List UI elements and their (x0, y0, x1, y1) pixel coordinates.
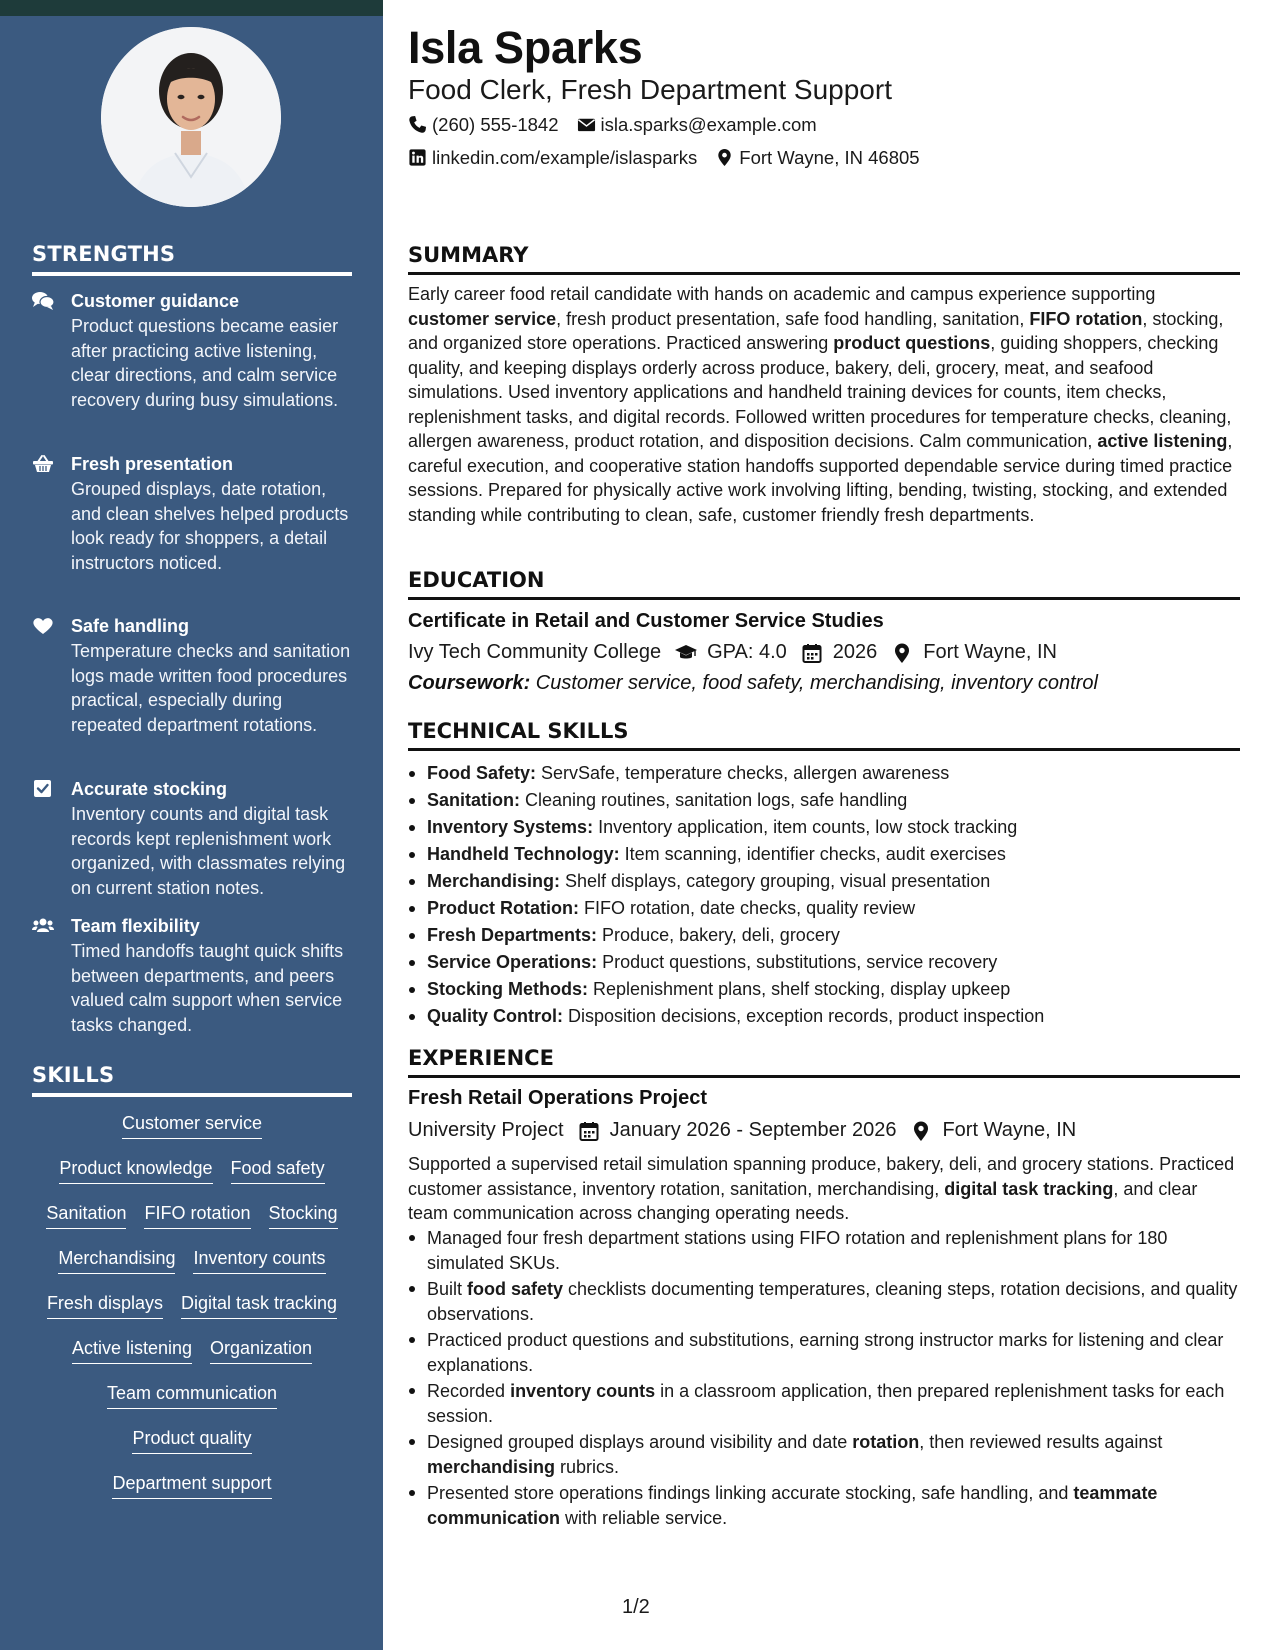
map-pin-icon (910, 1120, 934, 1142)
text-run: Recorded (427, 1381, 511, 1401)
phone-icon (408, 115, 428, 135)
text-run: Practiced product questions and substitutions, earning strong instructor marks for listening and clear explanations. (427, 1330, 1224, 1375)
emphasis-text: rotation (852, 1432, 920, 1452)
text-run: , guiding shoppers, checking quality, and keeping displays orderly across produce, bakery, deli, grocery, meat, and seafood simulations. Used inventory applications and handheld training devices for counts, item checks, replenishment tasks, and digital records. Followed written procedures for temperature checks, cleaning, allergen awareness, product rotation, and disposition decisions. Calm communication, (408, 333, 1232, 451)
skill-tag: Digital task tracking (181, 1291, 337, 1319)
graduation-year (801, 641, 878, 664)
list-item (408, 760, 1240, 787)
skill-label: Sanitation: (427, 790, 520, 810)
sidebar-top-bar (0, 0, 383, 16)
list-item (408, 1003, 1240, 1030)
emphasis-text: digital task tracking (944, 1178, 1114, 1199)
skill-tag: Sanitation (46, 1201, 126, 1229)
year-text: 2026 (832, 641, 878, 663)
text-run: , then reviewed results against (919, 1432, 1163, 1452)
skill-tag: FIFO rotation (144, 1201, 250, 1229)
skill-tag: Fresh displays (47, 1291, 163, 1319)
page-number: 1/2 (622, 1596, 650, 1618)
text-run: Built (427, 1279, 468, 1299)
linkedin-text: linkedin.com/example/islasparks (432, 147, 698, 168)
skills-row (32, 1201, 352, 1246)
strength-text: Temperature checks and sanitation logs made written food procedures practical, especially during repeated department rotations. (71, 641, 351, 735)
skill-tag: Inventory counts (193, 1246, 325, 1274)
envelope-icon (577, 115, 597, 135)
skill-tag: Customer service (122, 1111, 262, 1139)
text-run: , careful execution, and cooperative station handoffs supported dependable service during timed practice sessions. Prepared for physically active work involving lifting, bending, twisting, stocking, and extended standing while contributing to clean, safe, customer friendly fresh departments. (408, 431, 1233, 525)
text-run: checklists documenting temperatures, cleaning steps, rotation decisions, and quality observations. (427, 1279, 1238, 1324)
text-run: Supported a supervised retail simulation spanning produce, bakery, deli, and grocery stations. Practiced customer assistance, inventory rotation, sanitation, merchandising, (408, 1154, 1235, 1199)
list-item (408, 1277, 1240, 1326)
heart-icon (32, 616, 56, 636)
skills-row (32, 1111, 352, 1156)
experience-description (408, 1152, 1240, 1226)
summary-heading: SUMMARY (408, 243, 1240, 275)
gpa (675, 641, 787, 664)
gpa-text: GPA: 4.0 (707, 641, 787, 663)
emphasis-text: food safety (467, 1279, 564, 1299)
emphasis-text: teammate communication (427, 1483, 1158, 1528)
emphasis-text: active listening (1097, 431, 1228, 451)
skill-tag: Merchandising (58, 1246, 175, 1274)
phone-text: (260) 555-1842 (432, 114, 559, 135)
text-run: , and clear team communication across changing operating needs. (408, 1178, 1198, 1223)
list-item (408, 868, 1240, 895)
text-run: Managed four fresh department stations using FIFO rotation and replenishment plans for 180 simulated SKUs. (427, 1228, 1168, 1273)
skills-row (32, 1336, 352, 1381)
technical-skills-list (408, 760, 1240, 1030)
skills-row (32, 1381, 352, 1426)
school-text: Ivy Tech Community College (408, 641, 662, 663)
skill-label: Product Rotation: (427, 898, 579, 918)
skill-value: ServSafe, temperature checks, allergen awareness (536, 763, 950, 783)
skills-row (32, 1426, 352, 1471)
strength-text: Timed handoffs taught quick shifts between departments, and peers valued calm support when service tasks changed. (71, 941, 344, 1035)
skill-label: Service Operations: (427, 952, 598, 972)
skill-value: Cleaning routines, sanitation logs, safe handling (520, 790, 908, 810)
experience-location-text: Fort Wayne, IN (942, 1119, 1077, 1141)
school-location-text: Fort Wayne, IN (923, 641, 1057, 663)
job-title: Food Clerk, Fresh Department Support (408, 74, 892, 105)
skill-label: Stocking Methods: (427, 979, 588, 999)
list-item (408, 1481, 1240, 1530)
organization (408, 1119, 564, 1142)
coursework (408, 672, 1098, 695)
skill-value: Inventory application, item counts, low stock tracking (593, 817, 1018, 837)
skills-row (32, 1156, 352, 1201)
text-run: , fresh product presentation, safe food handling, sanitation, (556, 308, 1030, 329)
contact-row (408, 114, 835, 136)
phone[interactable] (408, 114, 559, 136)
emphasis-text: customer service (408, 308, 557, 329)
profile-photo (101, 27, 281, 207)
skill-label: Merchandising: (427, 871, 561, 891)
skill-value: FIFO rotation, date checks, quality review (578, 898, 916, 918)
experience-meta (408, 1119, 1090, 1142)
candidate-name: Isla Sparks (408, 22, 643, 73)
text-run: in a classroom application, then prepared replenishment tasks for each session. (427, 1381, 1225, 1426)
linkedin[interactable] (408, 147, 697, 169)
email-text: isla.sparks@example.com (600, 114, 817, 135)
skill-value: Replenishment plans, shelf stocking, display upkeep (588, 979, 1011, 999)
graduation-cap-icon (675, 642, 699, 664)
location-text: Fort Wayne, IN 46805 (739, 147, 920, 168)
list-item (408, 1328, 1240, 1377)
experience-title: Fresh Retail Operations Project (408, 1087, 707, 1109)
skill-tag: Product knowledge (59, 1156, 212, 1184)
strength-title: Team flexibility (71, 916, 200, 936)
users-icon (32, 916, 56, 936)
skill-label: Fresh Departments: (427, 925, 598, 945)
list-item (408, 1430, 1240, 1479)
contact-row (408, 147, 938, 169)
strength-text: Product questions became easier after practicing active listening, clear directions, and calm service recovery during busy simulations. (71, 316, 339, 410)
skill-label: Inventory Systems: (427, 817, 594, 837)
school-location (891, 641, 1057, 664)
education-meta (408, 641, 1071, 664)
skill-tag: Department support (112, 1471, 271, 1499)
skills-heading: SKILLS (32, 1063, 352, 1097)
school (408, 641, 661, 664)
list-item (408, 976, 1240, 1003)
text-run: rubrics. (555, 1456, 620, 1477)
calendar-icon (801, 642, 825, 664)
profile-photo-illustration (101, 27, 281, 207)
calendar-icon (578, 1120, 602, 1142)
skill-tag: Active listening (72, 1336, 192, 1364)
sidebar (0, 0, 383, 1650)
skill-tag: Product quality (132, 1426, 251, 1454)
list-item (408, 922, 1240, 949)
strength-title: Accurate stocking (71, 779, 228, 799)
skill-label: Quality Control: (427, 1006, 563, 1026)
skills-row (32, 1246, 352, 1291)
skill-tag: Stocking (269, 1201, 338, 1229)
skill-value: Disposition decisions, exception records, product inspection (563, 1006, 1045, 1026)
skills-row (32, 1471, 352, 1516)
list-item (408, 814, 1240, 841)
skill-label: Handheld Technology: (427, 844, 620, 864)
list-item (408, 949, 1240, 976)
technical-skills-heading: TECHNICAL SKILLS (408, 719, 1240, 751)
experience-location (910, 1119, 1076, 1142)
skill-tag: Team communication (107, 1381, 277, 1409)
list-item (408, 1379, 1240, 1428)
experience-dates (578, 1119, 897, 1142)
comments-icon (32, 291, 56, 311)
linkedin-icon (408, 148, 428, 168)
text-run: Early career food retail candidate with hands on academic and campus experience supporting (408, 284, 1156, 304)
skill-value: Product questions, substitutions, service recovery (597, 952, 998, 972)
text-run: Designed grouped displays around visibility and date (427, 1432, 853, 1452)
map-pin-icon (891, 642, 915, 664)
skills-list (32, 1111, 352, 1516)
emphasis-text: product questions (833, 333, 991, 353)
skill-tag: Organization (210, 1336, 312, 1364)
education-heading: EDUCATION (408, 568, 1240, 600)
dates-text: January 2026 - September 2026 (609, 1119, 897, 1141)
list-item (408, 895, 1240, 922)
summary-text (408, 282, 1240, 527)
degree-title: Certificate in Retail and Customer Service Studies (408, 610, 884, 632)
organization-text: University Project (408, 1119, 564, 1141)
strengths-heading: STRENGTHS (32, 242, 352, 276)
basket-icon (32, 454, 56, 474)
skill-value: Produce, bakery, deli, grocery (597, 925, 840, 945)
coursework-text: Customer service, food safety, merchandising, inventory control (530, 672, 1098, 694)
skill-value: Item scanning, identifier checks, audit exercises (619, 844, 1006, 864)
coursework-label: Coursework: (408, 672, 531, 694)
location (715, 147, 919, 169)
skill-tag: Food safety (231, 1156, 325, 1184)
list-item (408, 841, 1240, 868)
list-item (408, 787, 1240, 814)
skills-row (32, 1291, 352, 1336)
strength-title: Customer guidance (71, 291, 240, 311)
experience-bullets (408, 1226, 1240, 1532)
emphasis-text: merchandising (427, 1456, 556, 1477)
skill-label: Food Safety: (427, 763, 537, 783)
strength-title: Safe handling (71, 616, 190, 636)
text-run: Presented store operations findings linking accurate stocking, safe handling, and (427, 1483, 1074, 1503)
strength-text: Grouped displays, date rotation, and clean shelves helped products look ready for shoppers, a detail instructors noticed. (71, 479, 349, 573)
emphasis-text: FIFO rotation (1029, 308, 1143, 329)
map-pin-icon (715, 148, 735, 168)
strength-title: Fresh presentation (71, 454, 234, 474)
checkbox-icon (32, 779, 56, 799)
text-run: with reliable service. (560, 1507, 728, 1528)
skill-value: Shelf displays, category grouping, visual presentation (560, 871, 991, 891)
emphasis-text: inventory counts (510, 1381, 656, 1401)
experience-heading: EXPERIENCE (408, 1046, 1240, 1078)
email[interactable] (577, 114, 817, 136)
text-run: , stocking, and organized store operations. Practiced answering (408, 308, 1224, 353)
list-item (408, 1226, 1240, 1275)
strength-text: Inventory counts and digital task records kept replenishment work organized, with classmates relying on current station notes. (71, 804, 346, 898)
